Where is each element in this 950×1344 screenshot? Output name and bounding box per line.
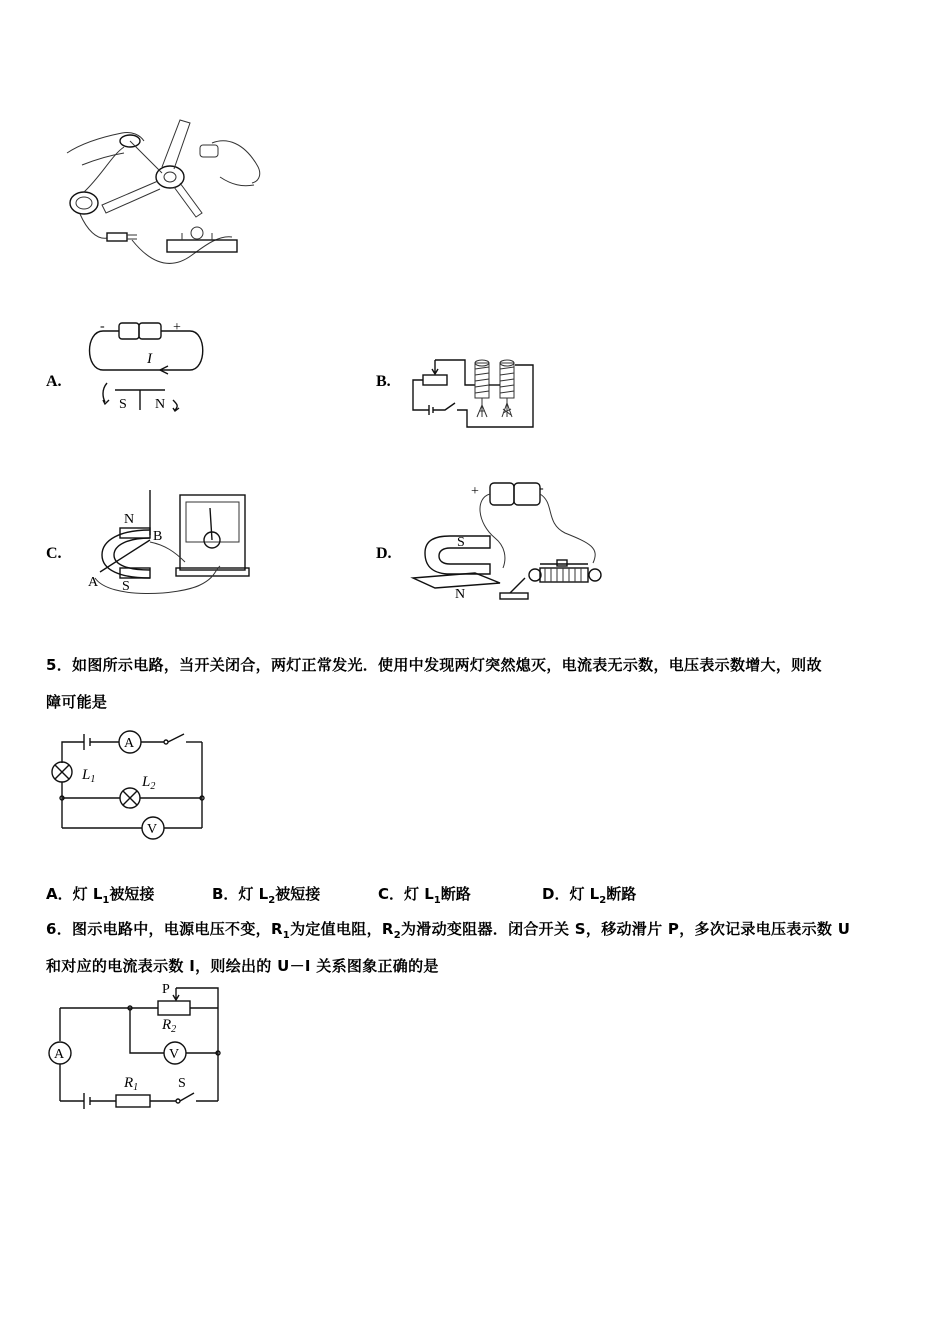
q5-choice-a[interactable]: A．灯 $L_1$被短接 (46, 885, 155, 906)
q5-choice-c[interactable]: C．灯 $L_1$断路 (378, 885, 471, 906)
q5-lamp2-label: $L_2$ (142, 774, 156, 792)
q6-text-line2: 和对应的电流表示数 I，则绘出的 U－I 关系图象正确的是 (46, 957, 439, 975)
c-south-label: S (122, 579, 130, 594)
option-b-figure (405, 355, 540, 430)
a-south-label: S (119, 397, 127, 412)
d-minus-label: - (539, 481, 544, 496)
q5-choice-b[interactable]: B．灯 $L_2$被短接 (212, 885, 321, 906)
c-point-b-label: B (153, 529, 163, 544)
q5-choice-d[interactable]: D．灯 $L_2$断路 (542, 885, 637, 906)
q6-switch-label: S (178, 1076, 186, 1091)
option-d-figure (405, 478, 605, 603)
d-plus-label: + (471, 484, 479, 499)
c-point-a-label: A (88, 575, 99, 590)
option-c-label[interactable]: C. (46, 545, 62, 562)
q6-voltmeter-label: V (169, 1047, 180, 1062)
q5-voltmeter-label: V (147, 822, 158, 837)
q5-text-line1: 5．如图所示电路，当开关闭合，两灯正常发光．使用中发现两灯突然熄灭，电流表无示数，电压表示数增大，则故 (46, 656, 822, 674)
a-plus-label: + (173, 320, 181, 335)
q5-circuit-diagram (46, 728, 216, 848)
option-c-figure (80, 490, 255, 595)
q5-lamp1-label: $L_1$ (82, 767, 96, 785)
q6-ammeter-label: A (54, 1047, 65, 1062)
d-north-label: N (455, 587, 466, 602)
option-a-figure (85, 318, 215, 418)
option-b-label[interactable]: B. (376, 373, 391, 390)
q6-circuit-diagram (46, 983, 226, 1113)
a-north-label: N (155, 397, 166, 412)
q6-r1-label: $R_1$ (124, 1075, 139, 1093)
q6-text-line1: 6．图示电路中，电源电压不变，$R_1$为定值电阻，$R_2$为滑动变阻器．闭合开关 S，移动滑片 P，多次记录电压表示数 U (46, 920, 851, 941)
a-minus-label: - (100, 319, 105, 334)
option-d-label[interactable]: D. (376, 545, 392, 562)
q6-slider-label: P (162, 982, 170, 997)
d-south-label: S (457, 535, 465, 550)
q6-r2-label: $R_2$ (162, 1017, 177, 1035)
option-a-label[interactable]: A. (46, 373, 62, 390)
fan-generator-figure (62, 115, 272, 275)
a-current-label: I (147, 351, 152, 367)
q5-text-line2: 障可能是 (46, 693, 108, 711)
c-north-label: N (124, 512, 135, 527)
q5-ammeter-label: A (124, 736, 135, 751)
